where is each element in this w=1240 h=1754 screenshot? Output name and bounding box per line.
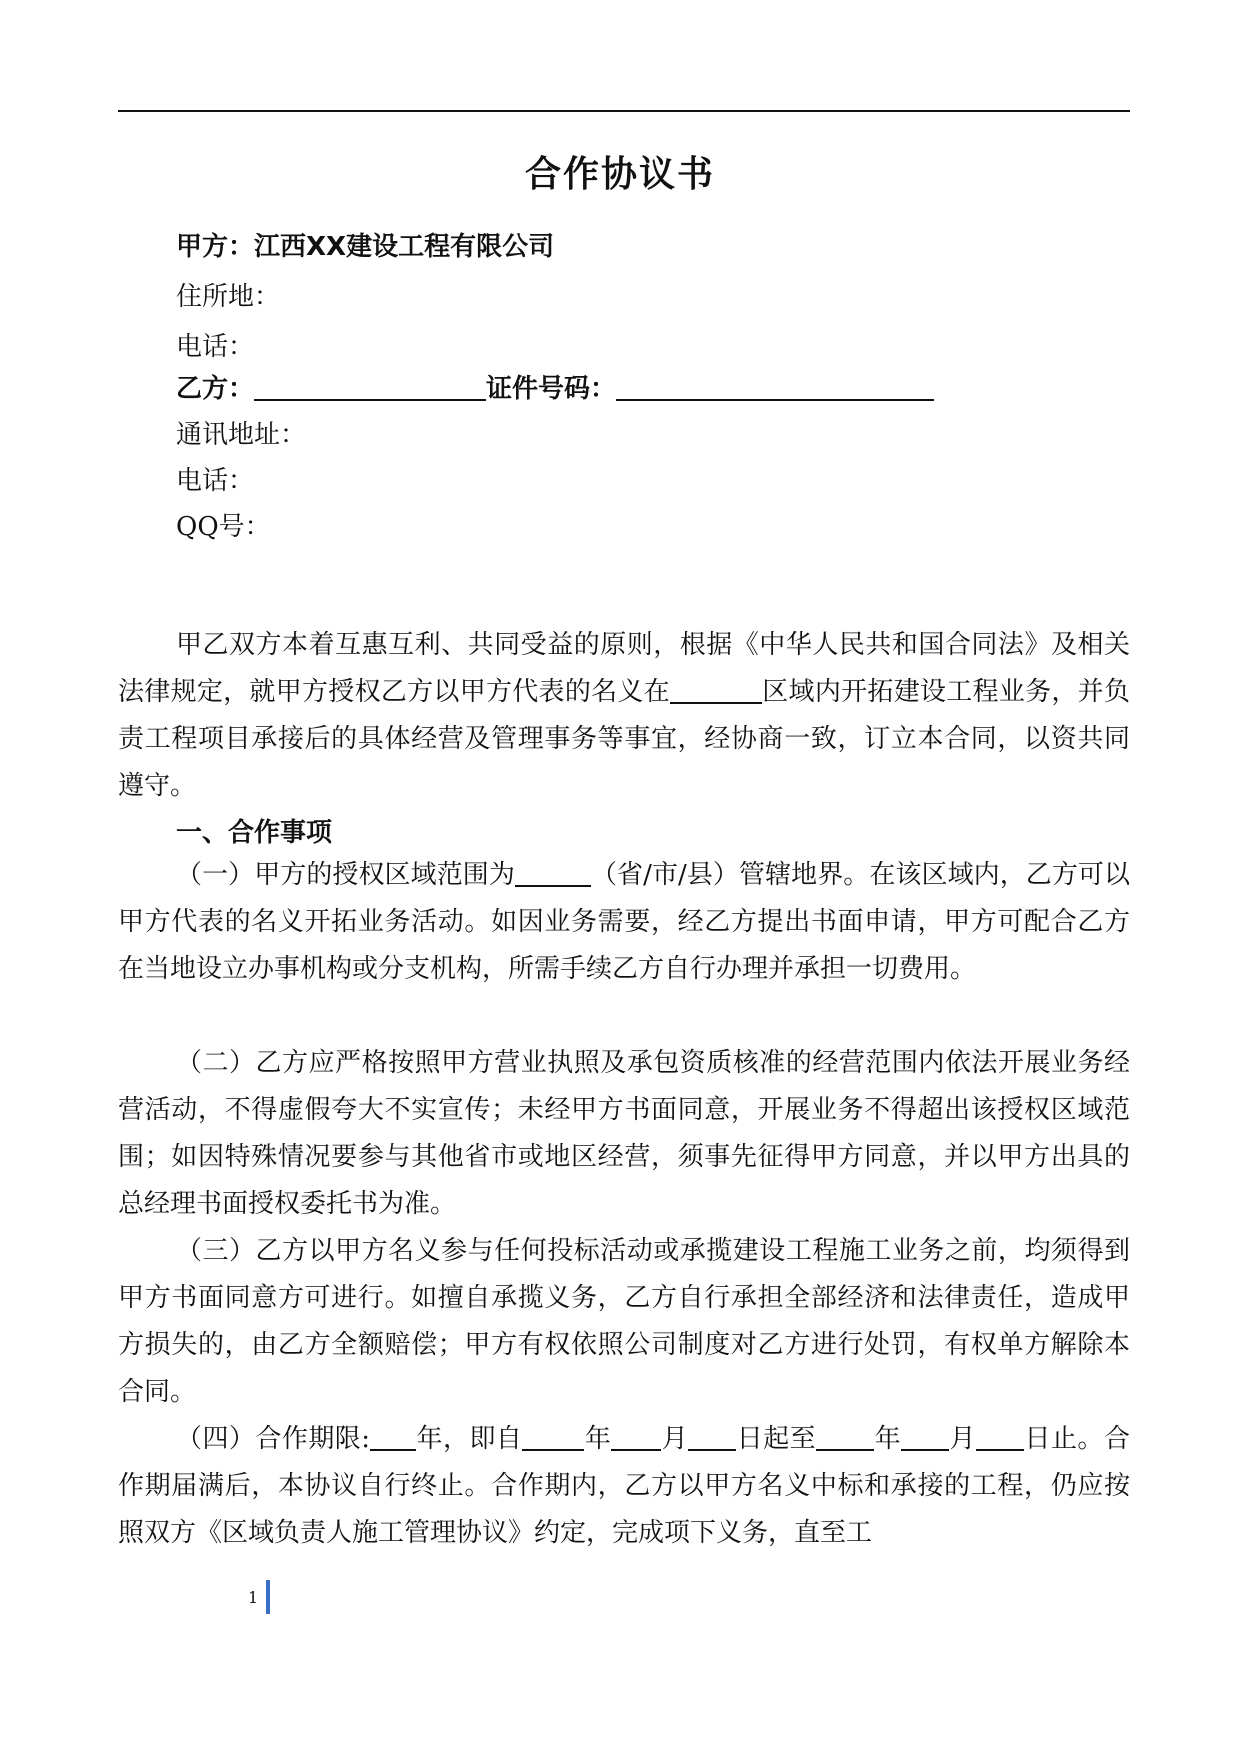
start-day-blank	[688, 1423, 736, 1451]
clause-2-text: （二）乙方应严格按照甲方营业执照及承包资质核准的经营范围内依法开展业务经营活动，不得虚假夸大不实宣传；未经甲方书面同意，开展业务不得超出该授权区域范围；如因特殊情况要参与其他省市或地区经营，须事先征得甲方同意，并以甲方出具的总经理书面授权委托书为准。	[118, 1048, 1130, 1219]
party-a-phone: 电话：	[176, 332, 255, 362]
party-b-label: 乙方：	[176, 374, 255, 404]
party-a-label: 甲方：	[176, 232, 255, 262]
end-month-label: 月	[949, 1424, 977, 1454]
document-title: 合作协议书	[524, 154, 715, 195]
clause-4-text-rest: 合作期届满后，本协议自行终止。合作期内，乙方以甲方名义中标和承接的工程，仍应按照双方《区域负责人施工管理协议》约定，完成项下义务，直至工	[118, 1424, 1130, 1548]
page-number-bar	[266, 1580, 270, 1614]
party-b-phone: 电话：	[176, 466, 255, 496]
clause-3	[118, 1228, 1130, 1416]
intro-paragraph	[118, 622, 1130, 810]
party-a-name: 江西XX建设工程有限公司	[254, 232, 555, 262]
id-number-label: 证件号码：	[486, 374, 617, 404]
party-b-qq: QQ号：	[176, 512, 271, 542]
intro-text-1: 甲乙双方本着互惠互利、共同受益的原则，根据《中华人民共和国合同法》及相关法律规定，就甲方授权乙方以甲方代表的名义在	[118, 630, 1130, 707]
region-blank	[670, 676, 762, 704]
clause-4	[118, 1416, 1130, 1557]
clause-1-text-1: （一）甲方的授权区域范围为	[176, 860, 515, 890]
start-year-label: 年	[584, 1424, 612, 1454]
section-heading: 一、合作事项	[176, 818, 333, 848]
intro-text-2: 区域内开拓建设工程业务，并负责工程项目承接后的具体经营及管理事务等事宜，经协商一致，订立本合同，以资共同遵守。	[118, 677, 1130, 801]
start-month-blank	[611, 1423, 661, 1451]
start-day-label: 日起至	[736, 1424, 817, 1454]
clause-3-text: （三）乙方以甲方名义参与任何投标活动或承揽建设工程施工业务之前，均须得到甲方书面同意方可进行。如擅自承揽义务，乙方自行承担全部经济和法律责任，造成甲方损失的，由乙方全额赔偿；甲方有权依照公司制度对乙方进行处罚，有权单方解除本合同。	[118, 1236, 1130, 1407]
party-b-name-blank	[254, 373, 486, 401]
clause-4-text-year: 年，即自	[416, 1424, 523, 1454]
start-month-label: 月	[661, 1424, 689, 1454]
clause-4-label: （四）合作期限:	[176, 1424, 371, 1454]
term-years-blank	[370, 1423, 416, 1451]
end-day-label: 日止。	[1024, 1424, 1104, 1454]
party-b-address: 通讯地址：	[176, 420, 307, 450]
clause-1	[118, 852, 1130, 993]
end-month-blank	[901, 1423, 949, 1451]
party-b-line	[176, 368, 934, 405]
party-a-line	[176, 226, 554, 263]
end-year-blank	[816, 1423, 874, 1451]
end-day-blank	[976, 1423, 1024, 1451]
page-number: 1	[248, 1588, 259, 1607]
clause-1-text-2: （省/市/县）管辖地界。在该区域内，乙方可以甲方代表的名义开拓业务活动。如因业务需要，经乙方提出书面申请，甲方可配合乙方在当地设立办事机构或分支机构，所需手续乙方自行办理并承担一切费用。	[118, 860, 1130, 984]
province-blank	[515, 859, 591, 887]
start-year-blank	[522, 1423, 584, 1451]
clause-2	[118, 1040, 1130, 1228]
party-a-address: 住所地：	[176, 282, 281, 312]
id-number-blank	[616, 373, 934, 401]
header-rule	[118, 110, 1130, 112]
end-year-label: 年	[874, 1424, 902, 1454]
